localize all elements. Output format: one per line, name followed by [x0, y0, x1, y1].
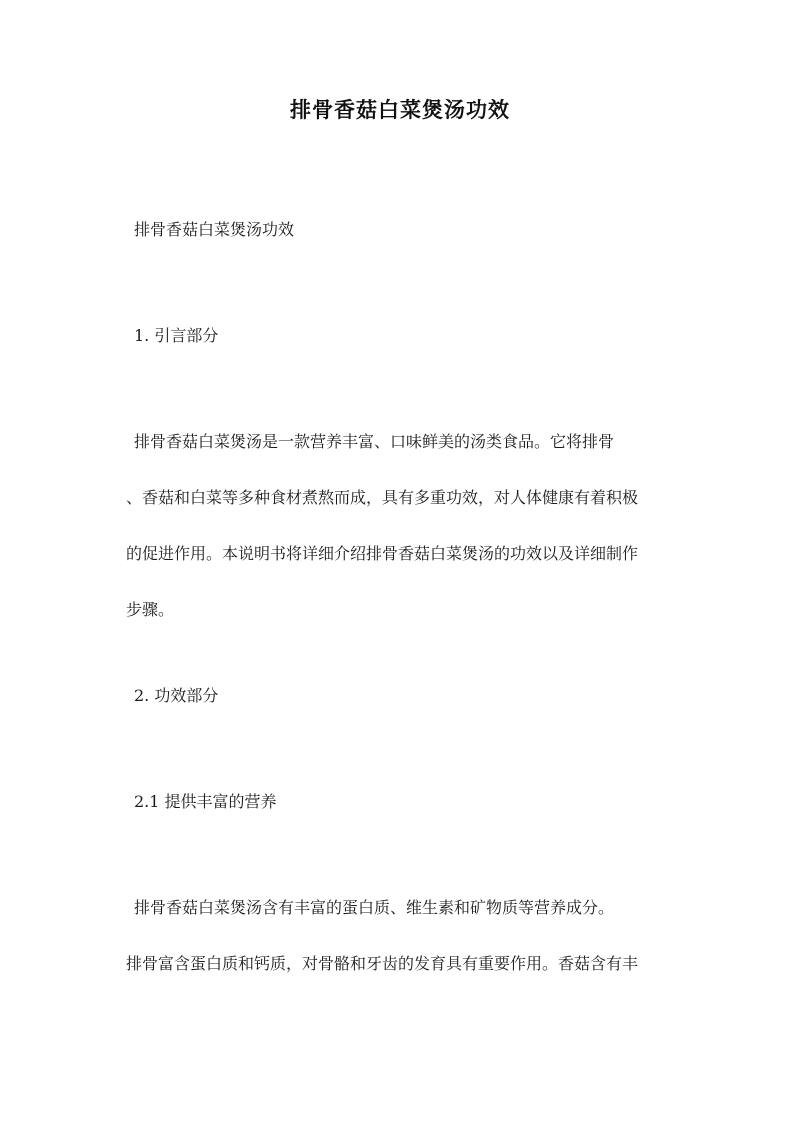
section-heading-effects: 2. 功效部分: [134, 686, 219, 705]
paragraph-line: 排骨富含蛋白质和钙质，对骨骼和牙齿的发育具有重要作用。香菇含有丰: [126, 954, 639, 973]
paragraph-line: 步骤。: [126, 600, 175, 619]
document-subtitle: 排骨香菇白菜煲汤功效: [134, 220, 295, 239]
paragraph-line: 排骨香菇白菜煲汤是一款营养丰富、口味鲜美的汤类食品。它将排骨: [134, 432, 615, 451]
document-title: 排骨香菇白菜煲汤功效: [290, 97, 510, 122]
intro-paragraph: [126, 432, 700, 656]
paragraph-line: 排骨香菇白菜煲汤含有丰富的蛋白质、维生素和矿物质等营养成分。: [134, 898, 615, 917]
nutrition-paragraph: [126, 898, 700, 1010]
paragraph-line: 的促进作用。本说明书将详细介绍排骨香菇白菜煲汤的功效以及详细制作: [126, 544, 639, 563]
subsection-heading-nutrition: 2.1 提供丰富的营养: [134, 792, 277, 811]
section-heading-intro: 1. 引言部分: [134, 326, 219, 345]
paragraph-line: 、香菇和白菜等多种食材煮熬而成，具有多重功效，对人体健康有着积极: [126, 488, 639, 507]
